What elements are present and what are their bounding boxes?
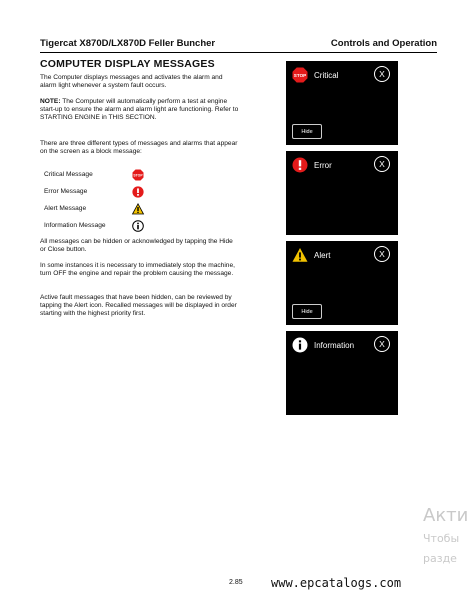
watermark-line: Чтобы <box>423 532 460 545</box>
close-button[interactable]: X <box>374 246 390 262</box>
paragraph-note <box>40 98 240 122</box>
info-icon <box>292 337 308 353</box>
stop-icon-text: STOP <box>133 173 143 178</box>
stop-icon-text: STOP <box>293 73 307 78</box>
critical-message-panel <box>286 61 398 145</box>
message-type-label: Error Message <box>44 188 88 195</box>
section-title: COMPUTER DISPLAY MESSAGES <box>40 58 215 70</box>
hide-button[interactable]: Hide <box>292 304 322 319</box>
message-type-critical <box>44 166 144 183</box>
paragraph-review: Active fault messages that have been hidden, can be reviewed by tapping the Alert icon. Recalled messages will be displayed in order starting with the highest priority first. <box>40 294 237 317</box>
paragraph-types: There are three different types of messages and alarms that appear on the screen as a block message: <box>40 140 238 155</box>
message-type-error <box>44 183 144 200</box>
message-type-alert <box>44 200 144 217</box>
panel-title-text: Error <box>314 160 332 170</box>
close-button[interactable]: X <box>374 66 390 82</box>
panel-title-text: Critical <box>314 70 339 80</box>
message-type-label: Alert Message <box>44 205 87 212</box>
close-button[interactable]: X <box>374 336 390 352</box>
warning-icon <box>292 247 308 263</box>
header-rule <box>40 52 437 53</box>
information-message-panel <box>286 331 398 415</box>
document-header-title: Tigercat X870D/LX870D Feller Buncher <box>40 38 216 49</box>
stop-icon <box>132 169 144 181</box>
panel-title <box>292 247 330 263</box>
message-types-list <box>44 166 144 234</box>
document-header-section: Controls and Operation <box>330 38 437 49</box>
error-icon <box>292 157 308 173</box>
close-button[interactable]: X <box>374 156 390 172</box>
message-type-label: Critical Message <box>44 171 93 178</box>
message-type-label: Information Message <box>44 222 106 229</box>
info-icon <box>132 220 144 232</box>
panel-title <box>292 157 332 173</box>
error-message-panel <box>286 151 398 235</box>
panel-title-text: Alert <box>314 250 331 260</box>
paragraph-stop: In some instances it is necessary to immediately stop the machine, turn OFF the engine and repair the problem causing the message. <box>40 262 235 277</box>
alert-message-panel <box>286 241 398 325</box>
paragraph-hide: All messages can be hidden or acknowledged by tapping the Hide or Close button. <box>40 238 233 253</box>
page-number: 2.85 <box>229 579 243 586</box>
stop-icon <box>292 67 308 83</box>
note-label: NOTE: <box>40 98 61 105</box>
note-text: The Computer will automatically perform a test at engine start-up to ensure the alarm and alarm light are functioning. Refer to STARTING ENGINE in THIS SECTION. <box>40 98 239 121</box>
panel-title-text: Information <box>314 340 355 350</box>
panel-title <box>292 67 338 83</box>
paragraph-intro: The Computer displays messages and activates the alarm and alarm light whenever a system fault occurs. <box>40 74 223 89</box>
warning-icon <box>132 203 144 215</box>
watermark-line: Акти <box>423 505 468 526</box>
panel-title <box>292 337 354 353</box>
watermark-line: разде <box>423 552 457 565</box>
message-type-information <box>44 217 144 234</box>
hide-button[interactable]: Hide <box>292 124 322 139</box>
error-icon <box>132 186 144 198</box>
source-url: www.epcatalogs.com <box>271 576 402 590</box>
